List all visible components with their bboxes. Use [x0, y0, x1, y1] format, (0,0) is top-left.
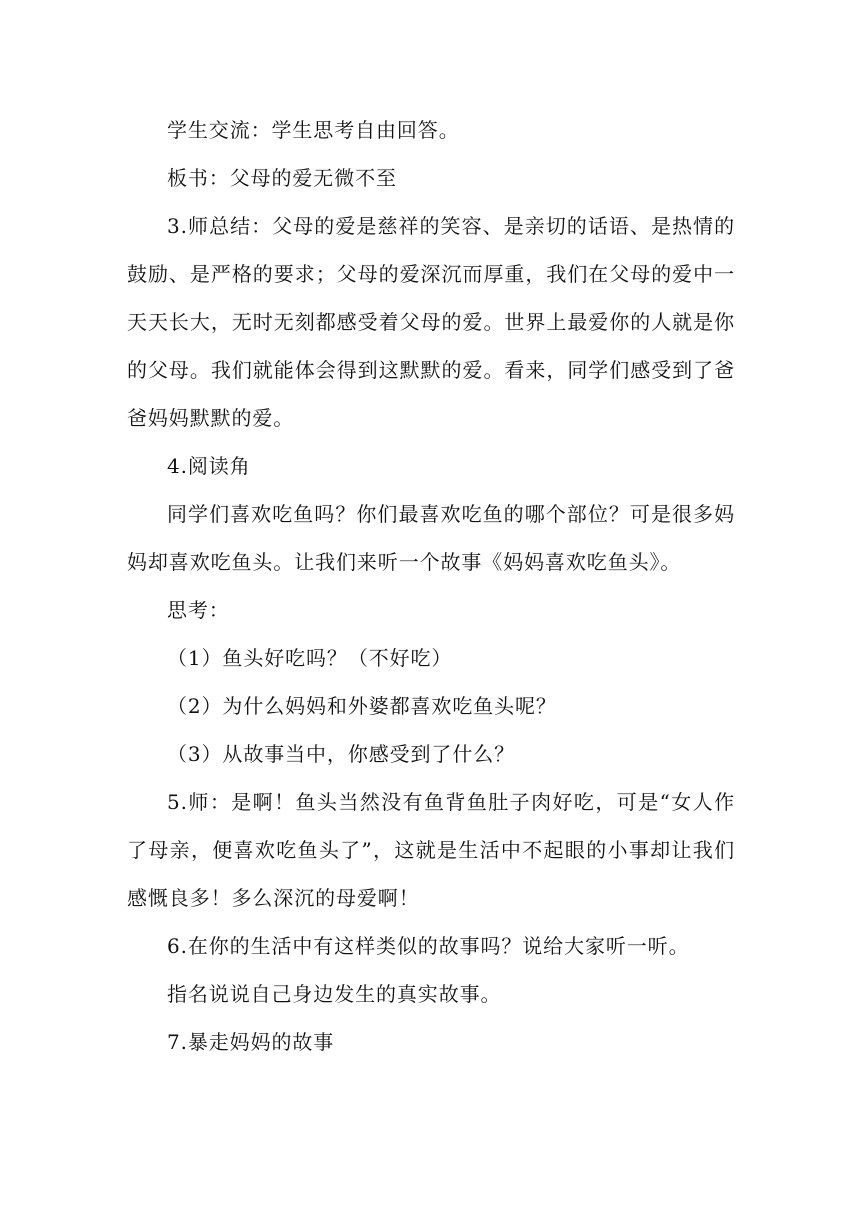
paragraph-student-exchange: 学生交流：学生思考自由回答。 — [167, 118, 460, 142]
paragraph-similar-story: 6.在你的生活中有这样类似的故事吗？说给大家听一听。 — [167, 934, 690, 958]
question-1: （1）鱼头好吃吗？（不好吃） — [167, 646, 453, 670]
paragraph-fish-head-intro: 同学们喜欢吃鱼吗？你们最喜欢吃鱼的哪个部位？可是很多妈妈却喜欢吃鱼头。让我们来听一个故事《妈妈喜欢吃鱼头》。 — [127, 502, 735, 574]
paragraph-tell-story: 指名说说自己身边发生的真实故事。 — [167, 982, 502, 1006]
paragraph-reading-corner: 4.阅读角 — [167, 454, 251, 478]
paragraph-think: 思考： — [167, 598, 230, 622]
paragraph-board-writing: 板书：父母的爱无微不至 — [167, 166, 397, 190]
paragraph-walking-mom: 7.暴走妈妈的故事 — [167, 1030, 335, 1054]
question-2: （2）为什么妈妈和外婆都喜欢吃鱼头呢？ — [167, 694, 557, 718]
paragraph-teacher-reflection: 5.师：是啊！鱼头当然没有鱼背鱼肚子肉好吃，可是“女人作了母亲，便喜欢吃鱼头了”，这就是生活中不起眼的小事却让我们感慨良多！多么深沉的母爱啊！ — [127, 790, 735, 910]
paragraph-teacher-summary: 3.师总结：父母的爱是慈祥的笑容、是亲切的话语、是热情的鼓励、是严格的要求；父母的爱深沉而厚重，我们在父母的爱中一天天长大，无时无刻都感受着父母的爱。世界上最爱你的人就是你的父母。我们就能体会得到这默默的爱。看来，同学们感受到了爸爸妈妈默默的爱。 — [127, 214, 735, 430]
document-body — [127, 106, 735, 1066]
question-3: （3）从故事当中，你感受到了什么？ — [167, 742, 516, 766]
